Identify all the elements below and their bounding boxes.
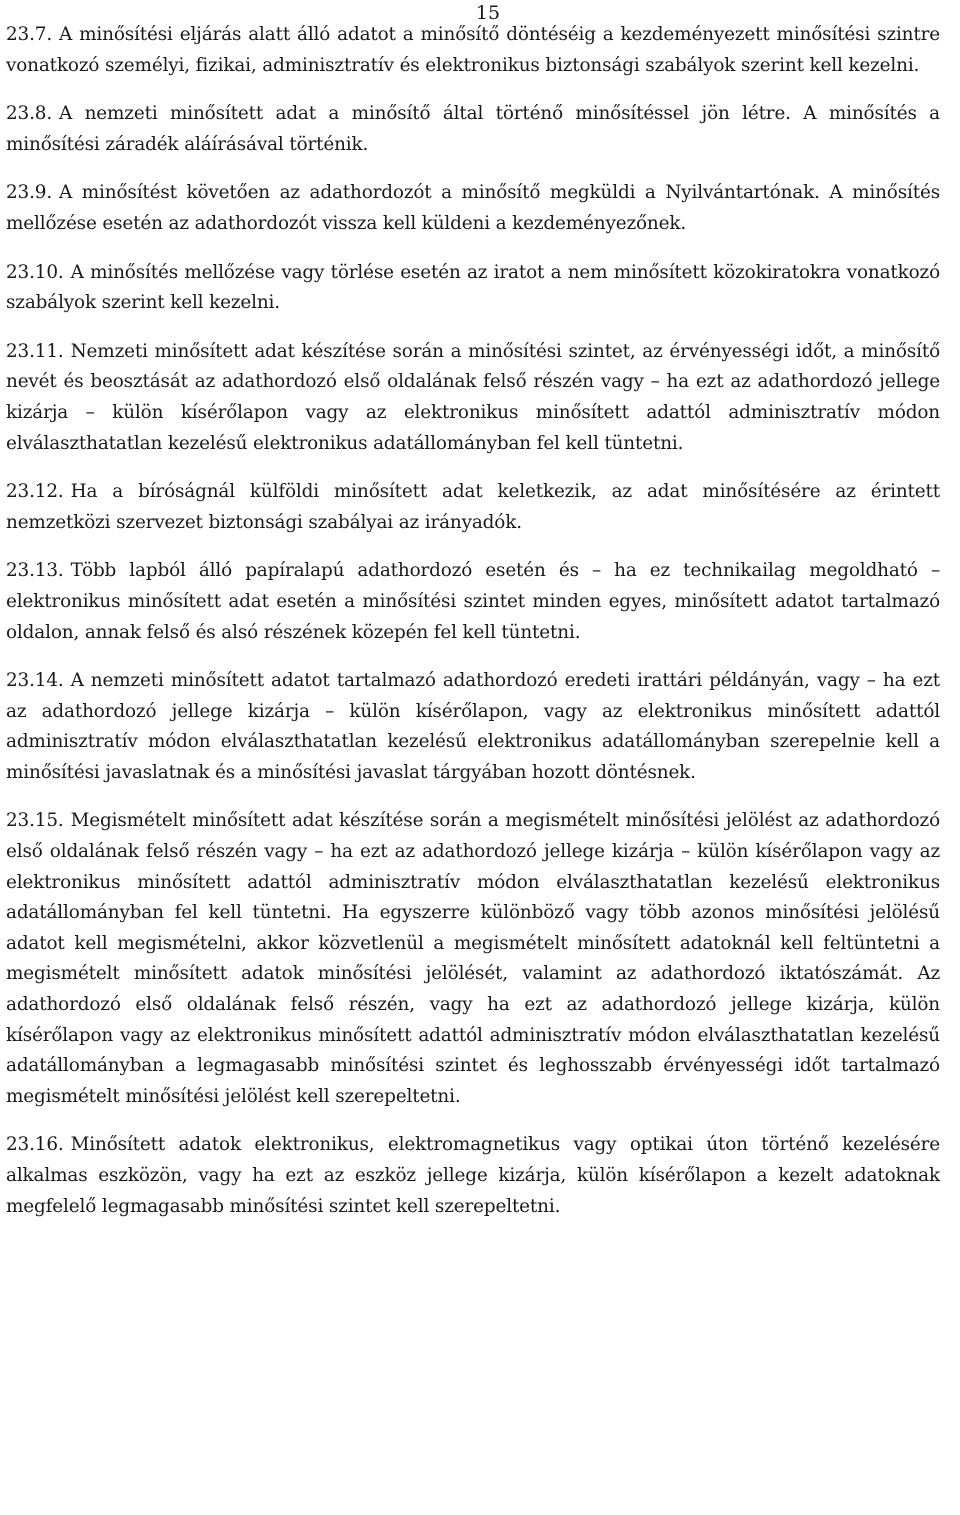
paragraph-text: Megismételt minősített adat készítése során a megismételt minősítési jelölést az adathordozó első oldalának felső részén vagy – ha ezt az adathordozó jellege kizárja – külön kísérőlapon vagy az elektronikus minősített adattól adminisztratív módon elválaszthatatlan kezelésű elektronikus adatállományban fel kell tüntetni. Ha egyszerre különböző vagy több azonos minősítési jelölésű adatot kell megismételni, akkor közvetlenül a megismételt minősített adatoknál kell feltüntetni a megismételt minősített adatok minősítési jelölését, valamint az adathordozó iktatószámát. Az adathordozó első oldalának felső részén, vagy ha ezt az adathordozó jellege kizárja, külön kísérőlapon vagy az elektronikus minősített adattól adminisztratív módon elválaszthatatlan kezelésű adatállományban a legmagasabb minősítési szintet és leghosszabb érvényességi időt tartalmazó megismételt minősítési jelölést kell szerepeltetni. — [6, 810, 940, 1107]
paragraph-text: A nemzeti minősített adat a minősítő által történő minősítéssel jön létre. A minősítés a minősítési záradék aláírásával történik. — [6, 103, 940, 155]
paragraph-23-16 — [6, 1130, 940, 1222]
paragraph-number: 23.9. — [6, 182, 53, 204]
paragraph-text: Minősített adatok elektronikus, elektromagnetikus vagy optikai úton történő kezelésére alkalmas eszközön, vagy ha ezt az eszköz jellege kizárja, külön kísérőlapon a kezelt adatoknak megfelelő legmagasabb minősítési szintet kell szerepeltetni. — [6, 1134, 940, 1217]
paragraph-23-8 — [6, 99, 940, 160]
paragraph-23-15 — [6, 806, 940, 1112]
paragraph-number: 23.10. — [6, 261, 64, 283]
paragraph-number: 23.13. — [6, 560, 64, 582]
paragraph-number: 23.8. — [6, 103, 53, 125]
paragraph-text: A minősítési eljárás alatt álló adatot a minősítő döntéséig a kezdeményezett minősítési szintre vonatkozó személyi, fizikai, adminisztratív és elektronikus biztonsági szabályok szerint kell kezelni. — [6, 24, 940, 76]
paragraph-23-12 — [6, 477, 940, 538]
paragraph-23-9 — [6, 178, 940, 239]
paragraph-text: Ha a bíróságnál külföldi minősített adat keletkezik, az adat minősítésére az érintett nemzetközi szervezet biztonsági szabályai az irányadók. — [6, 481, 940, 533]
paragraph-text: A minősítés mellőzése vagy törlése esetén az iratot a nem minősített közokiratokra vonatkozó szabályok szerint kell kezelni. — [6, 261, 940, 314]
paragraph-23-14 — [6, 666, 940, 788]
paragraph-23-7 — [6, 20, 940, 81]
paragraph-text: Nemzeti minősített adat készítése során a minősítési szintet, az érvényességi időt, a minősítő nevét és beosztását az adathordozó első oldalának felső részén vagy – ha ezt az adathordozó jellege kizárja – külön kísérőlapon vagy az elektronikus minősített adattól adminisztratív módon elválaszthatatlan kezelésű elektronikus adatállományban fel kell tüntetni. — [6, 340, 940, 454]
paragraph-number: 23.14. — [6, 670, 64, 692]
paragraph-text: Több lapból álló papíralapú adathordozó esetén és – ha ez technikailag megoldható – elektronikus minősített adat esetén a minősítési szintet minden egyes, minősített adatot tartalmazó oldalon, annak felső és alsó részének közepén fel kell tüntetni. — [6, 560, 940, 643]
paragraph-number: 23.15. — [6, 810, 64, 832]
paragraph-23-13 — [6, 556, 940, 648]
paragraph-number: 23.11. — [6, 340, 64, 362]
paragraph-23-10 — [6, 258, 940, 319]
paragraph-number: 23.7. — [6, 24, 53, 45]
paragraph-list — [6, 20, 940, 1240]
paragraph-text: A nemzeti minősített adatot tartalmazó adathordozó eredeti irattári példányán, vagy – ha ezt az adathordozó jellege kizárja – külön kísérőlapon, vagy az elektronikus minősített adattól adminisztratív módon elválaszthatatlan kezelésű elektronikus adatállományban szerepelnie kell a minősítési javaslatnak és a minősítési javaslat tárgyában hozott döntésnek. — [6, 670, 940, 783]
paragraph-number: 23.12. — [6, 481, 64, 503]
page-number: 15 — [475, 2, 501, 24]
paragraph-23-11 — [6, 337, 940, 459]
paragraph-number: 23.16. — [6, 1134, 64, 1156]
paragraph-text: A minősítést követően az adathordozót a minősítő megküldi a Nyilvántartónak. A minősítés mellőzése esetén az adathordozót vissza kell küldeni a kezdeményezőnek. — [6, 182, 940, 234]
